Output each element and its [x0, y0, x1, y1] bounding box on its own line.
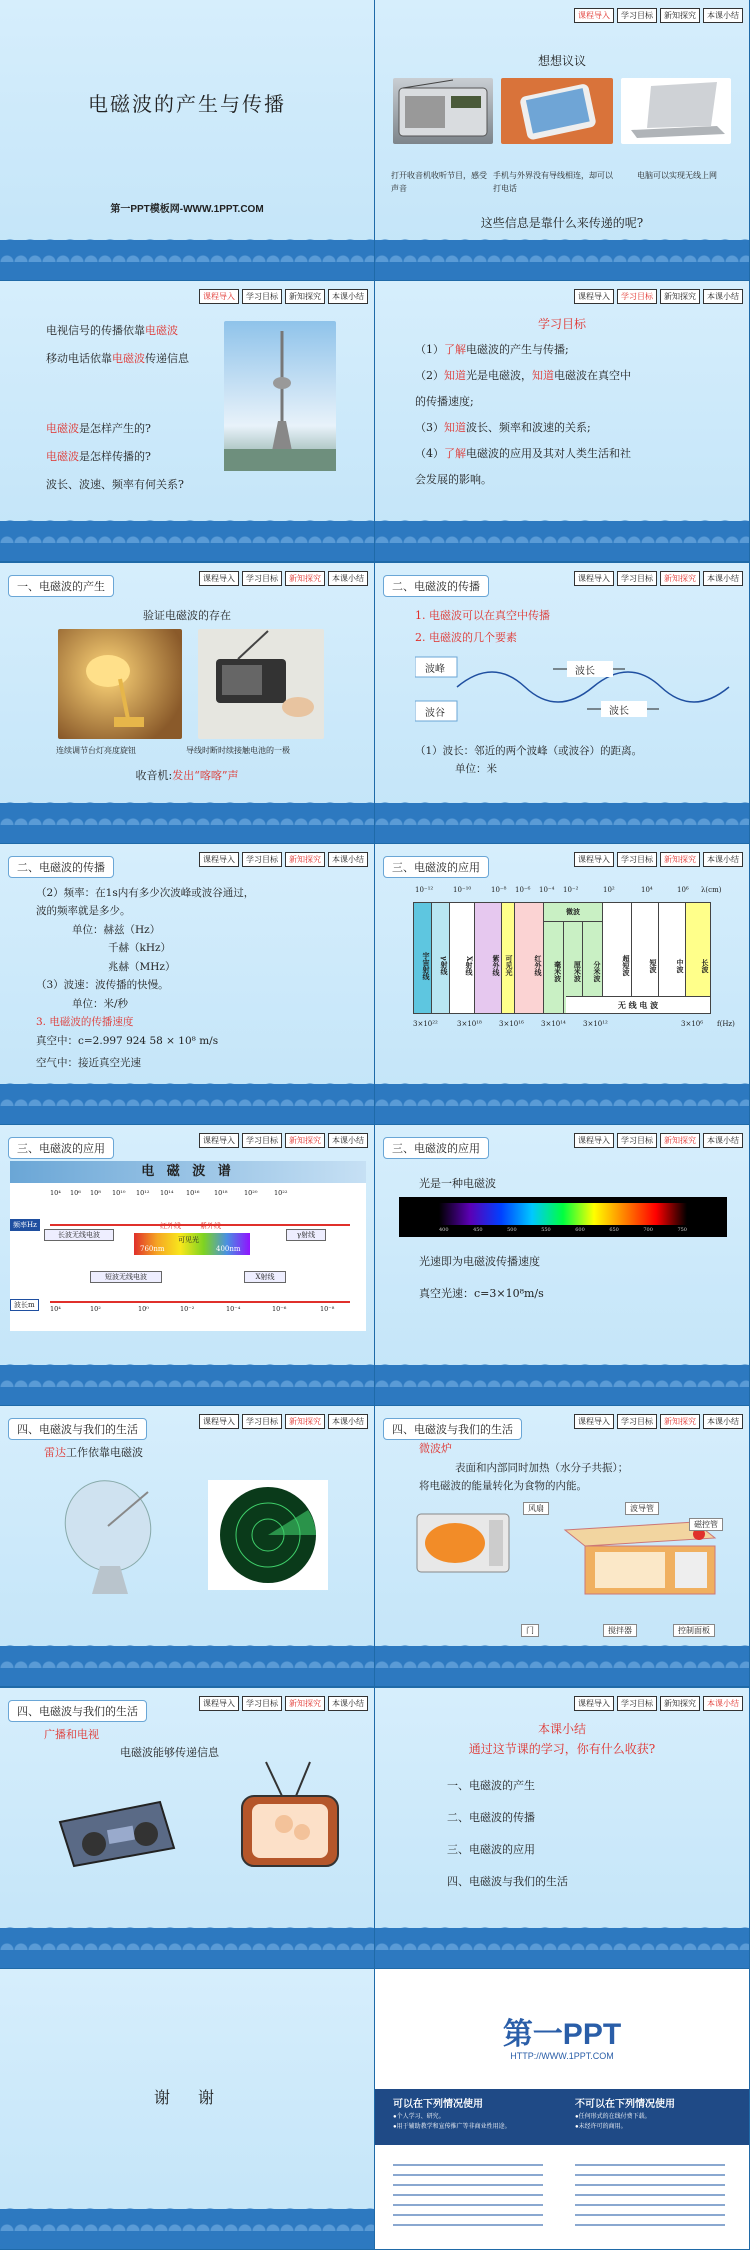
goal-num: （2） — [415, 369, 444, 383]
freq-tick: 10⁴ — [50, 1189, 61, 1197]
radio-battery-image — [198, 629, 324, 739]
bottom-tick: f(Hz) — [717, 1019, 735, 1028]
goal-num: （4） — [415, 447, 444, 461]
slide-spectrum-table — [375, 844, 749, 1124]
nav-intro[interactable]: 课程导入 — [574, 852, 614, 867]
slide-thanks — [0, 1969, 374, 2249]
nav-explore[interactable]: 新知探究 — [285, 1414, 325, 1429]
result-label: 收音机: — [135, 768, 173, 782]
broadcast-text: 电磁波能够传递信息 — [120, 1745, 219, 1759]
freq-unit: 单位：赫兹（Hz） — [72, 923, 161, 936]
section-tab: 二、电磁波的传播 — [8, 856, 114, 878]
summary-item: 三、电磁波的应用 — [447, 1842, 535, 1856]
nav-intro[interactable]: 课程导入 — [199, 1414, 239, 1429]
wave-footer — [0, 1084, 374, 1124]
freq-tick: 10¹⁸ — [214, 1189, 228, 1197]
caption-laptop: 电脑可以实现无线上网 — [637, 171, 717, 180]
freq-line: （2）频率：在1s内有多少次波峰或波谷通过， — [36, 886, 255, 899]
spectrum-tick: 400 — [439, 1227, 449, 1233]
band-label: 红外线 — [534, 955, 543, 977]
band-cell — [544, 922, 564, 1013]
nav-intro[interactable]: 课程导入 — [574, 571, 614, 586]
nav-summary[interactable]: 本课小结 — [328, 1414, 368, 1429]
goal-text: 会发展的影响。 — [415, 473, 492, 487]
nav-bar — [574, 1414, 743, 1429]
spectrum-tick: 750 — [677, 1227, 687, 1233]
caption-lamp: 连续调节台灯亮度旋钮 — [56, 745, 136, 755]
wave-footer — [375, 521, 749, 561]
spectrum-tick: 650 — [609, 1227, 619, 1233]
nav-intro[interactable]: 课程导入 — [574, 1414, 614, 1429]
wave-tick: 10⁻⁸ — [320, 1305, 335, 1313]
microwave-line-2: 将电磁波的能量转化为食物的内能。 — [419, 1480, 587, 1493]
line-phone: 移动电话依靠 — [46, 352, 112, 366]
visible-spectrum — [399, 1197, 727, 1237]
band-cell — [502, 903, 515, 1013]
bottom-tick: 3×10¹⁸ — [457, 1019, 482, 1028]
thanks-text: 谢 谢 — [153, 2087, 220, 2107]
cannot-use-item: ●任何形式的在线付费下载。 — [575, 2113, 651, 2120]
slide-propagation-1 — [375, 563, 749, 843]
freq-tick: 10²⁰ — [244, 1189, 258, 1197]
band-label: 中波 — [676, 958, 685, 973]
slide-microwave — [375, 1406, 749, 1686]
section-tab: 一、电磁波的产生 — [8, 575, 114, 597]
nav-explore[interactable]: 新知探究 — [660, 1696, 700, 1711]
nav-goals[interactable]: 学习目标 — [242, 571, 282, 586]
goal-num: （1） — [415, 343, 444, 357]
section-tab: 三、电磁波的应用 — [8, 1137, 114, 1159]
wavelength-definition: （1）波长：邻近的两个波峰（或波谷）的距离。 — [415, 744, 643, 757]
summary-heading: 本课小结 — [537, 1721, 586, 1736]
top-tick: 10⁻⁶ — [515, 885, 531, 894]
wave-footer — [375, 1084, 749, 1124]
nav-intro[interactable]: 课程导入 — [574, 1133, 614, 1148]
band-cell — [515, 903, 544, 1013]
band-label: 宇宙射线 — [422, 951, 431, 980]
label-control-panel: 控制面板 — [673, 1624, 715, 1637]
bottom-tick: 3×10⁶ — [681, 1019, 704, 1028]
nav-bar — [199, 571, 368, 586]
vacuum-speed: 真空中：c=2.997 924 58 × 10⁸ m/s — [36, 1034, 219, 1047]
band-cell — [414, 903, 432, 1013]
slide-radar — [0, 1406, 374, 1686]
top-tick: 10² — [603, 885, 615, 894]
top-tick: 10⁻⁸ — [491, 885, 507, 894]
bottom-tick: 3×10¹⁶ — [499, 1019, 524, 1028]
question-relation: 波长、波速、频率有何关系? — [46, 478, 184, 492]
nav-goals[interactable]: 学习目标 — [617, 8, 657, 23]
wave-axis-label: 波长m — [10, 1299, 39, 1311]
nav-intro[interactable]: 课程导入 — [199, 852, 239, 867]
section-tab: 三、电磁波的应用 — [383, 856, 489, 878]
cannot-use-heading: 不可以在下列情况使用 — [575, 2098, 675, 2110]
freq-tick: 10⁸ — [90, 1189, 101, 1197]
nav-summary[interactable]: 本课小结 — [328, 1696, 368, 1711]
summary-item: 二、电磁波的传播 — [447, 1810, 535, 1824]
em-wave-term: 电磁波 — [46, 450, 79, 464]
band-cell — [450, 903, 475, 1013]
freq-tick: 10¹² — [136, 1189, 150, 1197]
radar-desc: 工作依靠电磁波 — [66, 1446, 143, 1460]
band-label: γ射线 — [440, 956, 449, 976]
nav-goals[interactable]: 学习目标 — [617, 1414, 657, 1429]
freq-tick: 10¹⁰ — [112, 1189, 126, 1197]
result-text — [0, 767, 374, 783]
band-xray: X射线 — [244, 1271, 286, 1283]
laptop-image — [621, 78, 731, 144]
bottom-tick: 3×10²² — [413, 1019, 438, 1028]
nav-goals[interactable]: 学习目标 — [617, 1696, 657, 1711]
slide-title-text: 电磁波的产生与传播 — [88, 92, 286, 116]
spectrum-tick: 450 — [473, 1227, 483, 1233]
caption-phone: 手机与外界没有导线相连，却可以打电话 — [493, 171, 613, 193]
nav-bar — [574, 852, 743, 867]
nav-summary[interactable]: 本课小结 — [328, 289, 368, 304]
nav-explore[interactable]: 新知探究 — [285, 289, 325, 304]
freq-axis-label: 频率Hz — [10, 1219, 40, 1231]
slide-light — [375, 1125, 749, 1405]
goals-heading: 学习目标 — [537, 317, 586, 332]
em-wave-term: 电磁波 — [145, 324, 178, 338]
wavelength-label-2: 波长 — [609, 705, 629, 717]
goal-verb: 知道 — [532, 369, 554, 383]
phone-image — [501, 78, 613, 144]
spectrum-ticks — [439, 1227, 687, 1233]
freq-tick: 10²² — [274, 1189, 288, 1197]
band-label: 紫外线 — [492, 955, 501, 977]
freq-tick: 10¹⁶ — [186, 1189, 200, 1197]
radar-screen-image — [208, 1480, 328, 1590]
nav-bar — [574, 1696, 743, 1711]
radio-image — [393, 78, 493, 144]
em-wave-term: 电磁波 — [46, 422, 79, 436]
caption-radio: 打开收音机收听节目，感受声音 — [391, 171, 487, 193]
wave-footer — [0, 803, 374, 843]
summary-item: 四、电磁波与我们的生活 — [447, 1874, 568, 1888]
nav-explore[interactable]: 新知探究 — [285, 1696, 325, 1711]
line-tv: 电视信号的传播依靠 — [46, 324, 145, 338]
wave-footer — [0, 240, 374, 280]
nav-explore[interactable]: 新知探究 — [660, 1133, 700, 1148]
nav-bar — [199, 1414, 368, 1429]
speed-heading: 3. 电磁波的传播速度 — [36, 1016, 134, 1029]
microwave-label: 微波 — [544, 903, 602, 922]
slide-goals — [375, 281, 749, 561]
nav-intro[interactable]: 课程导入 — [574, 8, 614, 23]
slide-production — [0, 563, 374, 843]
band-cell — [475, 903, 502, 1013]
air-speed: 空气中：接近真空光速 — [36, 1057, 141, 1070]
slide-propagation-2 — [0, 844, 374, 1124]
caption-battery: 导线时断时续接触电池的一极 — [186, 745, 290, 755]
nav-summary[interactable]: 本课小结 — [328, 1133, 368, 1148]
light-line-1: 光是一种电磁波 — [419, 1177, 496, 1190]
ppt-logo: 第一PPT — [502, 2017, 622, 2051]
top-tick: 10⁻¹⁰ — [453, 885, 472, 894]
nav-summary[interactable]: 本课小结 — [328, 571, 368, 586]
top-tick: λ(cm) — [701, 885, 722, 894]
nav-intro[interactable]: 课程导入 — [199, 1133, 239, 1148]
nav-goals[interactable]: 学习目标 — [617, 1133, 657, 1148]
goal-text: 波长、频率和波速的关系; — [466, 421, 591, 435]
slide-title — [0, 0, 374, 280]
goal-text: 电磁波的产生与传播; — [466, 343, 569, 357]
section-tab: 四、电磁波与我们的生活 — [8, 1418, 147, 1440]
nav-explore[interactable]: 新知探究 — [285, 852, 325, 867]
freq-line: 波的频率就是多少。 — [36, 905, 131, 918]
slide-think — [375, 0, 749, 280]
nav-explore[interactable]: 新知探究 — [285, 571, 325, 586]
nav-intro[interactable]: 课程导入 — [199, 1696, 239, 1711]
band-label: 超短波 — [622, 955, 631, 977]
intro-text — [46, 317, 189, 499]
nav-goals[interactable]: 学习目标 — [617, 852, 657, 867]
section-tab: 四、电磁波与我们的生活 — [383, 1418, 522, 1440]
wave-footer — [375, 1646, 749, 1686]
nav-summary[interactable]: 本课小结 — [328, 852, 368, 867]
point-1: 1. 电磁波可以在真空中传播 — [415, 608, 550, 622]
wavelength-label-1: 波长 — [575, 665, 595, 677]
band-table — [413, 902, 711, 1014]
line-phone-end: 传递信息 — [145, 352, 189, 366]
label-waveguide: 波导管 — [625, 1502, 659, 1515]
radar-term: 雷达 — [44, 1446, 66, 1460]
sub-heading: 验证电磁波的存在 — [143, 608, 231, 622]
nav-bar — [574, 8, 743, 23]
nav-explore[interactable]: 新知探究 — [660, 8, 700, 23]
spectrum-tick: 500 — [507, 1227, 517, 1233]
section-tab: 二、电磁波的传播 — [383, 575, 489, 597]
top-tick: 10⁻¹² — [415, 885, 434, 894]
cannot-use-item: ●未经许可的商用。 — [575, 2123, 627, 2130]
wave-footer — [0, 1646, 374, 1686]
speed-line: （3）波速：波传播的快慢。 — [36, 979, 169, 992]
goal-text: 电磁波在真空中 — [554, 369, 631, 383]
goal-verb: 了解 — [444, 343, 466, 357]
trough-label: 波谷 — [425, 707, 445, 719]
microwave-oven-image — [415, 1508, 511, 1578]
wave-diagram — [415, 647, 735, 737]
tv-tower-image — [224, 321, 336, 471]
nav-goals[interactable]: 学习目标 — [617, 289, 657, 304]
nav-bar — [199, 852, 368, 867]
nav-summary[interactable]: 本课小结 — [703, 571, 743, 586]
nav-summary[interactable]: 本课小结 — [703, 289, 743, 304]
goal-text: 光是电磁波， — [466, 369, 532, 383]
bottom-tick: 3×10¹⁴ — [541, 1019, 566, 1028]
light-line-3: 真空光速：c=3×10⁸m/s — [419, 1287, 544, 1300]
wave-footer — [0, 521, 374, 561]
ppt-url: HTTP://WWW.1PPT.COM — [510, 2050, 614, 2061]
crest-label: 波峰 — [425, 663, 445, 675]
can-use-heading: 可以在下列情况使用 — [393, 2098, 483, 2110]
nav-explore[interactable]: 新知探究 — [660, 571, 700, 586]
question-propagate: 是怎样传播的? — [79, 450, 151, 464]
label-door: 门 — [521, 1624, 539, 1637]
can-use-item: ●个人学习、研究。 — [393, 2113, 445, 2120]
band-shortwave: 短波无线电波 — [90, 1271, 162, 1283]
nav-bar — [574, 1133, 743, 1148]
microwave-heading: 微波炉 — [419, 1442, 452, 1456]
nav-summary[interactable]: 本课小结 — [703, 852, 743, 867]
freq-unit: 千赫（kHz） — [108, 942, 172, 955]
nav-goals[interactable]: 学习目标 — [242, 852, 282, 867]
slide-spectrum-diagram — [0, 1125, 374, 1405]
think-heading: 想想议议 — [537, 54, 586, 68]
nav-goals[interactable]: 学习目标 — [242, 289, 282, 304]
television-icon — [236, 1760, 346, 1880]
spectrum-panel — [10, 1161, 366, 1331]
nav-intro[interactable]: 课程导入 — [574, 289, 614, 304]
broadcast-heading: 广播和电视 — [44, 1727, 99, 1741]
label-fan: 风扇 — [523, 1502, 549, 1515]
nav-explore[interactable]: 新知探究 — [285, 1133, 325, 1148]
radar-dish-image — [56, 1470, 176, 1600]
bottom-tick: 3×10¹² — [583, 1019, 608, 1028]
radar-text — [44, 1444, 143, 1460]
frequency-text — [36, 884, 254, 1073]
nav-goals[interactable]: 学习目标 — [617, 571, 657, 586]
wave-footer — [375, 240, 749, 280]
question-text: 这些信息是靠什么来传递的呢? — [480, 216, 644, 230]
section-tab: 四、电磁波与我们的生活 — [8, 1700, 147, 1722]
speed-unit: 单位：米/秒 — [72, 997, 129, 1010]
link-list-lines — [393, 2159, 733, 2239]
top-tick: 10⁴ — [641, 885, 653, 894]
violet-limit: 400nm — [216, 1245, 241, 1253]
radio-label: 无 线 电 波 — [566, 996, 710, 1013]
band-label: 厘米波 — [573, 960, 583, 982]
wave-tick: 10⁴ — [50, 1305, 61, 1313]
em-wave-term: 电磁波 — [112, 352, 145, 366]
top-tick: 10⁻² — [563, 885, 579, 894]
band-gamma: γ射线 — [286, 1229, 326, 1241]
nav-bar — [574, 571, 743, 586]
nav-goals[interactable]: 学习目标 — [242, 1696, 282, 1711]
band-label: 短波 — [649, 958, 658, 973]
label-magnetron: 磁控管 — [689, 1518, 723, 1531]
spectrum-title: 电 磁 波 谱 — [10, 1161, 366, 1183]
light-line-2: 光速即为电磁波传播速度 — [419, 1255, 540, 1268]
nav-bar — [199, 289, 368, 304]
nav-goals[interactable]: 学习目标 — [242, 1414, 282, 1429]
wavelength-unit: 单位：米 — [455, 762, 497, 775]
slide-summary — [375, 1688, 749, 1968]
wave-tick: 10⁰ — [138, 1305, 149, 1313]
wave-axis-line — [50, 1301, 350, 1303]
spectrum-tick: 700 — [643, 1227, 653, 1233]
freq-tick: 10¹⁴ — [160, 1189, 174, 1197]
nav-goals[interactable]: 学习目标 — [242, 1133, 282, 1148]
summary-question: 通过这节课的学习，你有什么收获? — [468, 1741, 656, 1756]
band-longwave: 长波无线电波 — [44, 1229, 114, 1241]
can-use-item: ●用于辅助教学和宣传推广等非商业性用途。 — [393, 2123, 511, 2130]
goal-text: 电磁波的应用及其对人类生活和社 — [466, 447, 631, 461]
goal-num: （3） — [415, 421, 444, 435]
goals-list — [415, 337, 735, 493]
result-value: 发出“喀喀”声 — [172, 768, 239, 782]
site-text: 第一PPT模板网-WWW.1PPT.COM — [110, 204, 264, 215]
nav-explore[interactable]: 新知探究 — [660, 1414, 700, 1429]
point-2: 2. 电磁波的几个要素 — [415, 630, 517, 644]
wave-footer — [375, 1365, 749, 1405]
nav-summary[interactable]: 本课小结 — [703, 1414, 743, 1429]
freq-tick: 10⁶ — [70, 1189, 81, 1197]
band-ultraviolet: 紫外线 — [200, 1222, 221, 1230]
top-tick: 10⁶ — [677, 885, 689, 894]
wave-tick: 10⁻² — [180, 1305, 195, 1313]
radio-cassette-icon — [50, 1792, 180, 1872]
slide-copyright — [375, 1969, 749, 2249]
band-visible: 可见光 — [178, 1236, 199, 1244]
spectrum-tick: 600 — [575, 1227, 585, 1233]
band-infrared: 红外线 — [160, 1222, 181, 1230]
nav-summary[interactable]: 本课小结 — [703, 1133, 743, 1148]
nav-explore[interactable]: 新知探究 — [660, 289, 700, 304]
nav-summary[interactable]: 本课小结 — [703, 8, 743, 23]
label-stirrer: 搅拌器 — [603, 1624, 637, 1637]
nav-bar — [199, 1696, 368, 1711]
goal-text: 的传播速度; — [415, 395, 474, 409]
wave-footer — [375, 1928, 749, 1968]
band-label: 长波 — [701, 958, 710, 973]
slide-intro — [0, 281, 374, 561]
wave-footer — [0, 1365, 374, 1405]
summary-list — [447, 1770, 568, 1898]
nav-bar — [574, 289, 743, 304]
band-label: 可见光 — [505, 955, 514, 977]
red-limit: 760nm — [140, 1245, 165, 1253]
goal-verb: 知道 — [444, 421, 466, 435]
wave-tick: 10² — [90, 1305, 101, 1313]
question-produce: 是怎样产生的? — [79, 422, 151, 436]
summary-item: 一、电磁波的产生 — [447, 1778, 535, 1792]
license-panel — [375, 2089, 749, 2145]
nav-intro[interactable]: 课程导入 — [199, 571, 239, 586]
band-cell — [432, 903, 450, 1013]
lamp-image — [58, 629, 182, 739]
spectrum-gradient — [439, 1203, 687, 1225]
band-label: X射线 — [465, 956, 474, 976]
wave-tick: 10⁻⁶ — [272, 1305, 287, 1313]
nav-explore[interactable]: 新知探究 — [660, 852, 700, 867]
section-tab: 三、电磁波的应用 — [383, 1137, 489, 1159]
band-label: 分米波 — [593, 960, 603, 982]
freq-unit: 兆赫（MHz） — [108, 960, 176, 973]
goal-verb: 了解 — [444, 447, 466, 461]
nav-intro[interactable]: 课程导入 — [574, 1696, 614, 1711]
wave-footer — [0, 1928, 374, 1968]
wave-tick: 10⁻⁴ — [226, 1305, 241, 1313]
wave-footer — [375, 803, 749, 843]
goal-verb: 知道 — [444, 369, 466, 383]
top-tick: 10⁻⁴ — [539, 885, 555, 894]
nav-summary[interactable]: 本课小结 — [703, 1696, 743, 1711]
nav-intro[interactable]: 课程导入 — [199, 289, 239, 304]
wave-footer — [0, 2209, 374, 2249]
band-label: 毫米波 — [553, 960, 563, 982]
microwave-line-1: 表面和内部同时加热（水分子共振）； — [455, 1462, 629, 1475]
slide-broadcast — [0, 1688, 374, 1968]
nav-bar — [199, 1133, 368, 1148]
spectrum-tick: 550 — [541, 1227, 551, 1233]
